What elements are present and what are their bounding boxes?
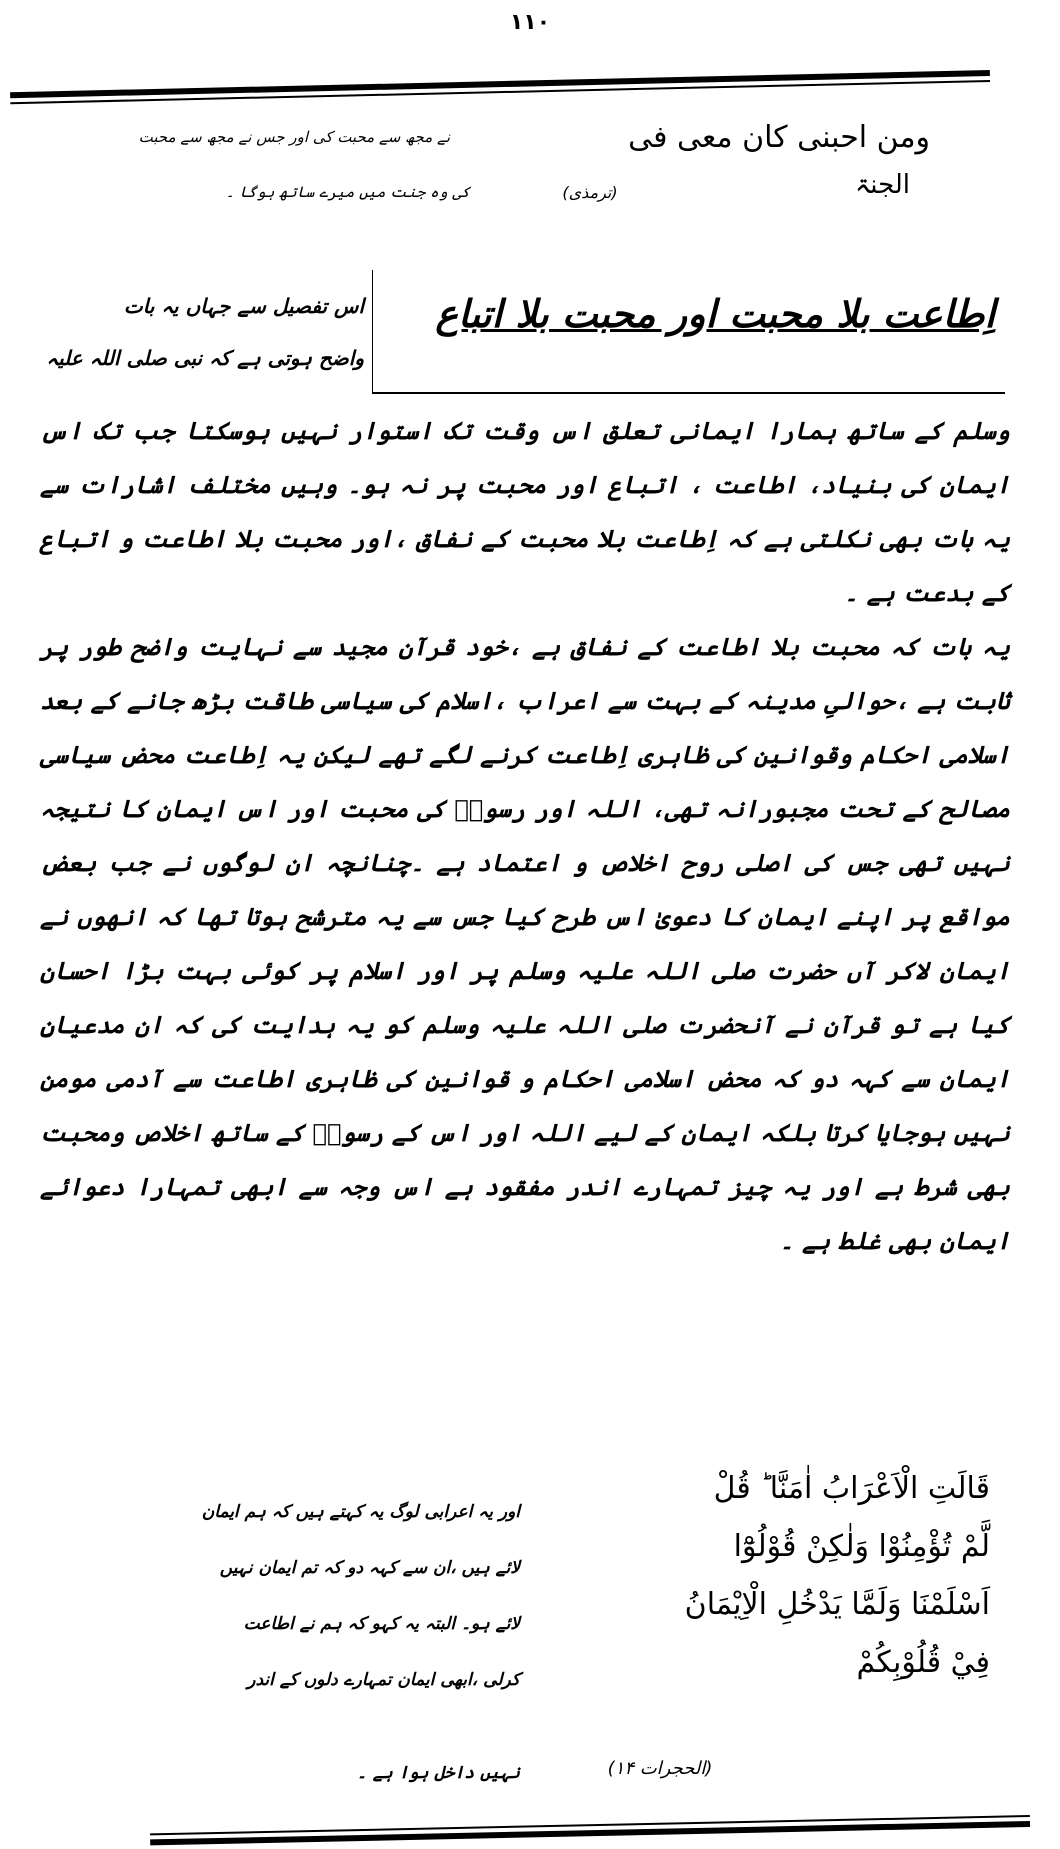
quran-verse [590,1460,990,1692]
side-note-line-2: واضح ہوتی ہے کہ نبی صلی اللہ علیہ [46,346,364,370]
verse-translation-line-5: نہیں داخل ہوا ہے ۔ [356,1763,520,1783]
section-heading: اِطاعت بلا محبت اور محبت بلا اتباع [435,292,995,336]
verse-translation-line-1: اور یہ اعرابی لوگ یہ کہتے ہیں کہ ہم ایمان [201,1502,520,1522]
page-number: ۱۱۰ [509,10,551,35]
verse-reference: (الحجرات ۱۴) [607,1758,713,1779]
verse-translation [180,1484,520,1708]
side-note-line-1: اس تفصیل سے جہاں یہ بات [123,294,364,318]
verse-line-1: قَالَتِ الْاَعْرَابُ اٰمَنَّا ؕ قُلْ [713,1471,990,1506]
hadith-reference: (ترمذی) [562,183,618,202]
hadith-translation-line-1: نے مجھ سے محبت کی اور جس نے مجھ سے محبت [138,128,450,146]
verse-translation-line-2: لائے ہیں ،ان سے کہہ دو کہ تم ایمان نہیں [219,1558,520,1578]
body-paragraph-1: وسلم کے ساتھ ہمارا ایمانی تعلق اس وقت تک استوار نہیں ہوسکتا جب تک اس ایمان کی بنیاد، اطاعت ، اتباع اور محبت پر نہ ہو۔ وہیں مختلف اشارات سے یہ بات بھی نکلتی ہے کہ اِطاعت بلا محبت کے نفاق ،اور محبت بلا اطاعت و اتباع کے بدعت ہے ۔ [40,417,1010,607]
verse-translation-line-4: کرلی ،ابھی ایمان تمہارے دلوں کے اندر [247,1670,520,1690]
hadith-translation-line-2: کی وہ جنت میں میرے ساتھ ہوگا ۔ [225,183,470,201]
body-paragraph-2: یہ بات کہ محبت بلا اطاعت کے نفاق ہے ،خود قرآن مجید سے نہایت واضح طور پر ثابت ہے ،حوالیِ مدینہ کے بہت سے اعراب ،اسلام کی سیاسی طاقت بڑھ جانے کے بعد اسلامی احکام وقوانین کی ظاہری اِطاعت کرنے لگے تھے لیکن یہ اِطاعت محض سیاسی مصالح کے تحت مجبورانہ تھی، اللہ اور رسولؐ کی محبت اور اس ایمان کا نتیجہ نہیں تھی جس کی اصلی روح اخلاص و اعتماد ہے ۔چنانچہ ان لوگوں نے جب بعض مواقع پر اپنے ایمان کا دعویٰ اس طرح کیا جس سے یہ مترشح ہوتا تھا کہ انھوں نے ایمان لاکر آں حضرت صلی اللہ علیہ وسلم پر اور اسلام پر کوئی بہت بڑا احسان کیا ہے تو قرآن نے آنحضرت صلی اللہ علیہ وسلم کو یہ ہدایت کی کہ ان مدعیانِ ایمان سے کہہ دو کہ محض اسلامی احکام و قوانین کی ظاہری اطاعت سے آدمی مومن نہیں ہوجایا کرتا بلکہ ایمان کے لیے اللہ اور اس کے رسولؐ کے ساتھ اخلاص ومحبت بھی شرط ہے اور یہ چیز تمہارے اندر مفقود ہے اس وجہ سے ابھی تمہارا دعوائے ایمان بھی غلط ہے ۔ [40,633,1010,1255]
hadith-arabic-line-1: ومن احبنی کان معی فی [628,120,930,155]
footer-rule [150,1815,1030,1849]
section-heading-box [372,270,1005,394]
verse-line-2: لَّمْ تُؤْمِنُوْا وَلٰكِنْ قُوْلُوْٓا [733,1529,990,1564]
header-rule [10,70,990,108]
verse-line-3: اَسْلَمْنَا وَلَمَّا يَدْخُلِ الْاِيْمَانُ [684,1587,990,1622]
hadith-arabic-line-2: الجنۃ [854,170,910,200]
verse-translation-line-3: لائے ہو۔ البتہ یہ کہو کہ ہم نے اطاعت [243,1614,520,1634]
verse-line-4: فِيْ قُلُوْبِكُمْ [856,1645,990,1680]
side-note [28,280,364,384]
